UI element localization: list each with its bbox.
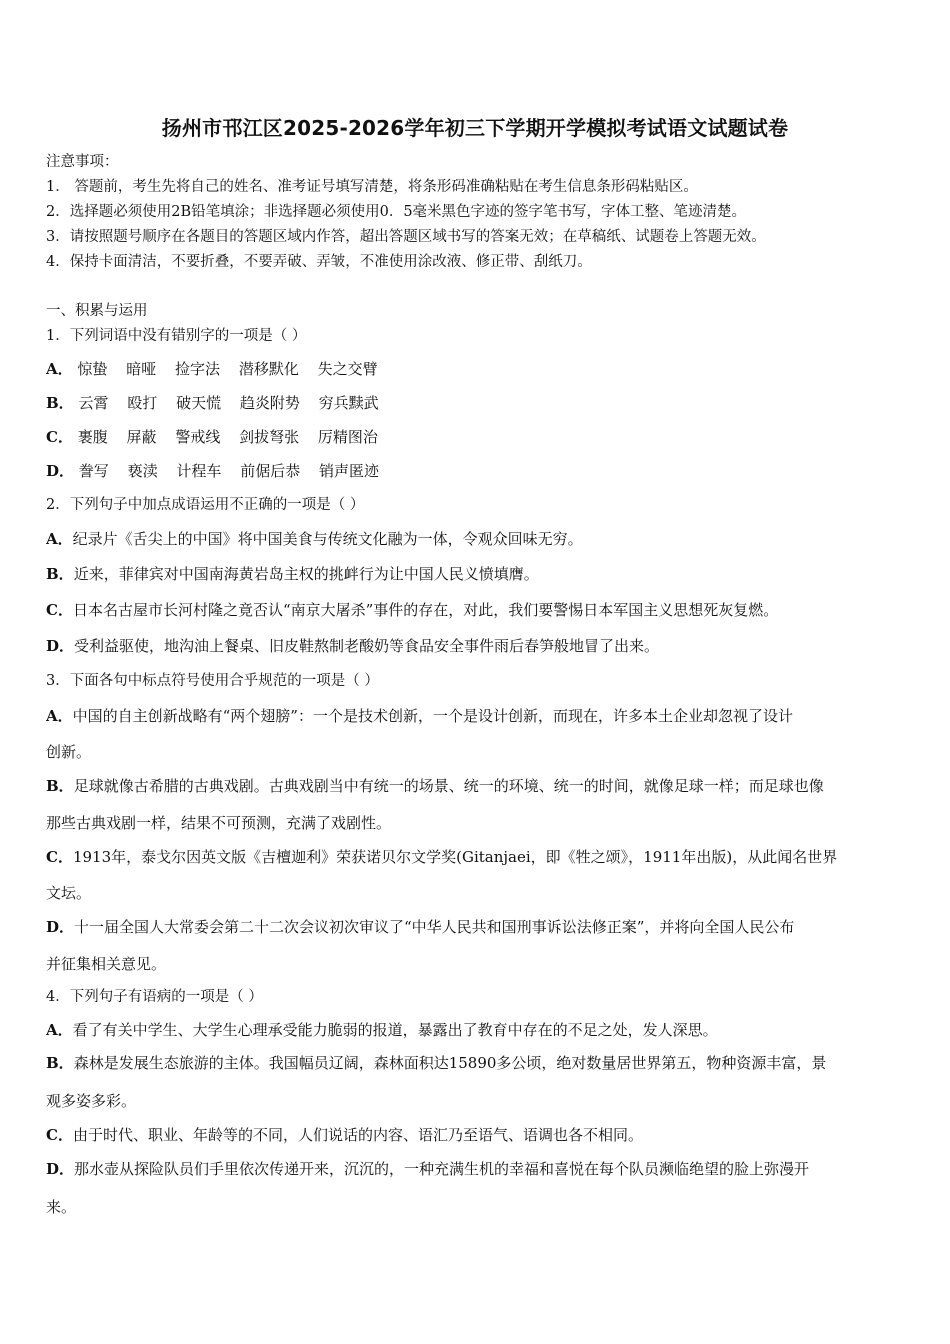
- word: 销声匿迹: [318, 462, 379, 480]
- word: 屏蔽: [126, 428, 157, 446]
- q4-stem: 4．下列句子有语病的一项是（ ）: [46, 989, 263, 1005]
- option-text: 纪录片《舌尖上的中国》将中国美食与传统文化融为一体，令观众回味无穷。: [72, 530, 583, 548]
- option-label: B．: [46, 565, 74, 583]
- word: 计程车: [176, 462, 222, 480]
- option-label: D．: [46, 918, 75, 936]
- q4-option-c: [46, 1125, 908, 1145]
- q4-option-d: [46, 1159, 908, 1179]
- q2-option-d: [46, 636, 908, 656]
- q3-stem: 3．下面各句中标点符号使用合乎规范的一项是（ ）: [46, 673, 379, 689]
- option-label: D．: [46, 637, 75, 655]
- option-text: 那水壶从探险队员们手里依次传递开来，沉沉的，一种充满生机的幸福和喜悦在每个队员濒临绝望的脸上弥漫开: [74, 1160, 810, 1178]
- q2-option-b: [46, 564, 908, 584]
- word: 警戒线: [175, 428, 221, 446]
- option-text: 日本名古屋市长河村隆之竟否认“南京大屠杀”事件的存在，对此，我们要警惕日本军国主义思想死灰复燃。: [72, 601, 779, 619]
- exam-title: 扬州市邗江区2025-2026学年初三下学期开学模拟考试语文试题试卷: [161, 116, 789, 140]
- notice-item-2: 2．选择题必须使用2B铅笔填涂；非选择题必须使用0．5毫米黑色字迹的签字笔书写，字体工整、笔迹清楚。: [46, 204, 747, 220]
- option-label: A．: [46, 530, 73, 548]
- option-label: A．: [46, 360, 73, 378]
- option-text: 由于时代、职业、年龄等的不同，人们说话的内容、语汇乃至语气、语调也各不相同。: [72, 1126, 643, 1144]
- option-text: 看了有关中学生、大学生心理承受能力脆弱的报道，暴露出了教育中存在的不足之处，发人深思。: [72, 1021, 718, 1039]
- q3-option-b-cont: 那些古典戏剧一样，结果不可预测，充满了戏剧性。: [46, 814, 392, 832]
- notice-item-1: 1． 答题前，考生先将自己的姓名、准考证号填写清楚，将条形码准确粘贴在考生信息条形码粘贴区。: [46, 179, 698, 195]
- q1-option-d: [46, 461, 908, 481]
- q3-option-b: [46, 776, 908, 796]
- notice-item-3: 3．请按照题号顺序在各题目的答题区域内作答，超出答题区域书写的答案无效；在草稿纸、试题卷上答题无效。: [46, 229, 766, 245]
- option-label: C．: [46, 601, 73, 619]
- q3-option-c: [46, 847, 908, 867]
- option-label: D．: [46, 462, 75, 480]
- option-label: C．: [46, 848, 73, 866]
- q1-option-c: [46, 427, 908, 447]
- word: 云霄: [78, 394, 109, 412]
- word: 惊蛰: [77, 360, 108, 378]
- q2-option-a: [46, 529, 908, 549]
- word: 破天慌: [176, 394, 222, 412]
- word: 前倨后恭: [240, 462, 301, 480]
- option-label: B．: [46, 1054, 74, 1072]
- option-label: A．: [46, 1021, 73, 1039]
- option-text: 足球就像古希腊的古典戏剧。古典戏剧当中有统一的场景、统一的环境、统一的时间，就像足球一样；而足球也像: [73, 777, 824, 795]
- word: 厉精图治: [317, 428, 378, 446]
- word: 誊写: [78, 462, 109, 480]
- option-text: 森林是发展生态旅游的主体。我国幅员辽阔，森林面积达15890多公顷，绝对数量居世界第五，物种资源丰富，景: [73, 1054, 827, 1072]
- q4-option-b-cont: 观多姿多彩。: [46, 1092, 137, 1110]
- option-label: C．: [46, 1126, 73, 1144]
- option-label: C．: [46, 428, 73, 446]
- word: 穷兵黩武: [318, 394, 379, 412]
- option-label: D．: [46, 1160, 75, 1178]
- option-text: 受利益驱使，地沟油上餐桌、旧皮鞋熬制老酸奶等食品安全事件雨后春笋般地冒了出来。: [74, 637, 660, 655]
- word: 殴打: [127, 394, 158, 412]
- section-heading: 一、积累与运用: [46, 303, 148, 319]
- word: 暗哑: [126, 360, 157, 378]
- q1-option-b: [46, 393, 908, 413]
- word: 裹腹: [77, 428, 108, 446]
- q2-stem: 2．下列句子中加点成语运用不正确的一项是（ ）: [46, 497, 365, 513]
- option-text: 十一届全国人大常委会第二十二次会议初次审议了“中华人民共和国刑事诉讼法修正案”，并将向全国人民公布: [74, 918, 795, 936]
- q4-option-b: [46, 1053, 908, 1073]
- word: 趋炎附势: [239, 394, 300, 412]
- option-label: B．: [46, 777, 74, 795]
- q3-option-a: [46, 706, 908, 726]
- option-label: B．: [46, 394, 74, 412]
- q3-option-d: [46, 917, 908, 937]
- option-text: 1913年，泰戈尔因英文版《吉檀迦利》荣获诺贝尔文学奖(Gitanjaei，即《牲之颂》，1911年出版)，从此闻名世界: [72, 848, 838, 866]
- word: 潜移默化: [238, 360, 299, 378]
- option-label: A．: [46, 707, 73, 725]
- q1-option-a: [46, 359, 908, 379]
- word: 剑拔弩张: [239, 428, 300, 446]
- word: 捡字法: [175, 360, 221, 378]
- q3-option-c-cont: 文坛。: [46, 884, 92, 902]
- notice-heading: 注意事项：: [46, 154, 119, 170]
- notice-item-4: 4．保持卡面清洁，不要折叠，不要弄破、弄皱，不准使用涂改液、修正带、刮纸刀。: [46, 254, 592, 270]
- word: 失之交臂: [317, 360, 378, 378]
- option-text: 中国的自主创新战略有“两个翅膀”：一个是技术创新，一个是设计创新，而现在，许多本土企业却忽视了设计: [72, 707, 793, 725]
- word: 亵渎: [127, 462, 158, 480]
- q3-option-a-cont: 创新。: [46, 743, 92, 761]
- q4-option-d-cont: 来。: [46, 1198, 77, 1216]
- q2-option-c: [46, 600, 908, 620]
- q4-option-a: [46, 1020, 908, 1040]
- q1-stem: 1．下列词语中没有错别字的一项是（ ）: [46, 328, 307, 344]
- option-text: 近来，菲律宾对中国南海黄岩岛主权的挑衅行为让中国人民义愤填膺。: [73, 565, 539, 583]
- q3-option-d-cont: 并征集相关意见。: [46, 955, 167, 973]
